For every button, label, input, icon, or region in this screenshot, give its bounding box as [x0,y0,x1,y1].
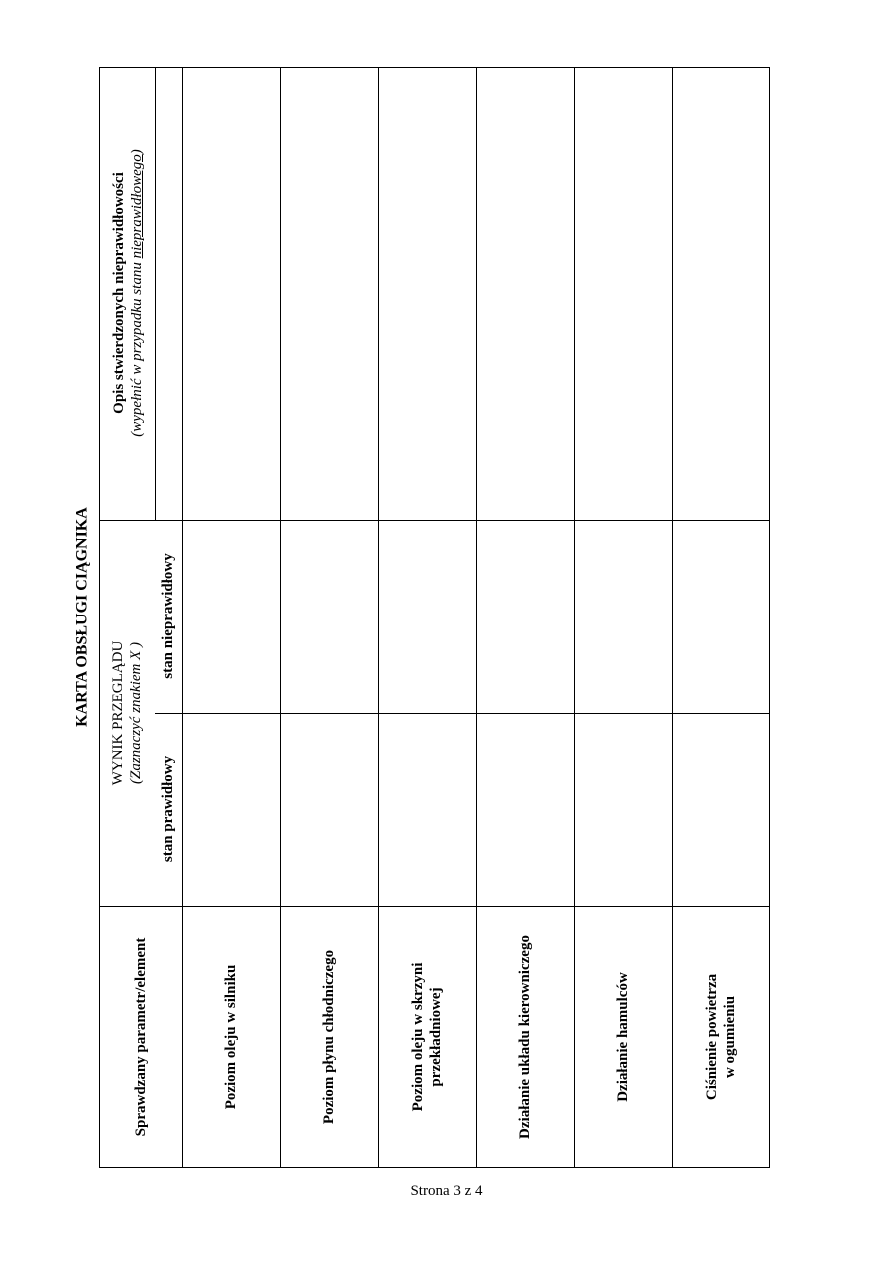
row-divider [672,67,673,1168]
table-row-label: Poziom płynu chłodniczego [321,949,337,1125]
column-divider [99,520,770,521]
header-result-note: (Zaznaczyć znakiem X ) [128,641,144,785]
column-divider [155,713,770,714]
header-description-title: Opis stwierdzonych nieprawidłowości [111,172,127,414]
row-divider [574,67,575,1168]
header-result-title: WYNIK PRZEGLĄDU [110,640,126,786]
page-number: Strona 3 z 4 [410,1183,483,1199]
header-description [110,149,146,436]
header-result [109,641,145,786]
table-row-label: Działanie hamulców [615,972,631,1102]
table-row-label: Poziom oleju w silniku [223,964,239,1110]
row-divider [182,67,183,1168]
header-state-bad: stan nieprawidłowy [160,553,176,679]
table-row-label: Działanie układu kierowniczego [517,935,533,1139]
header-parameter: Sprawdzany parametr/element [133,937,149,1137]
header-description-note: (wypełnić w przypadku stanu nieprawidłowego) [129,149,145,437]
table-row-label: Poziom oleju w skrzyni przekładniowej [410,962,444,1112]
row-divider [476,67,477,1168]
row-divider [378,67,379,1168]
table-row-label: Ciśnienie powietrza w ogumieniu [704,973,738,1101]
column-divider [99,906,770,907]
header-state-ok: stan prawidłowy [160,755,176,863]
row-divider [155,67,156,521]
row-divider [280,67,281,1168]
document-title: KARTA OBSŁUGI CIĄGNIKA [73,507,91,727]
